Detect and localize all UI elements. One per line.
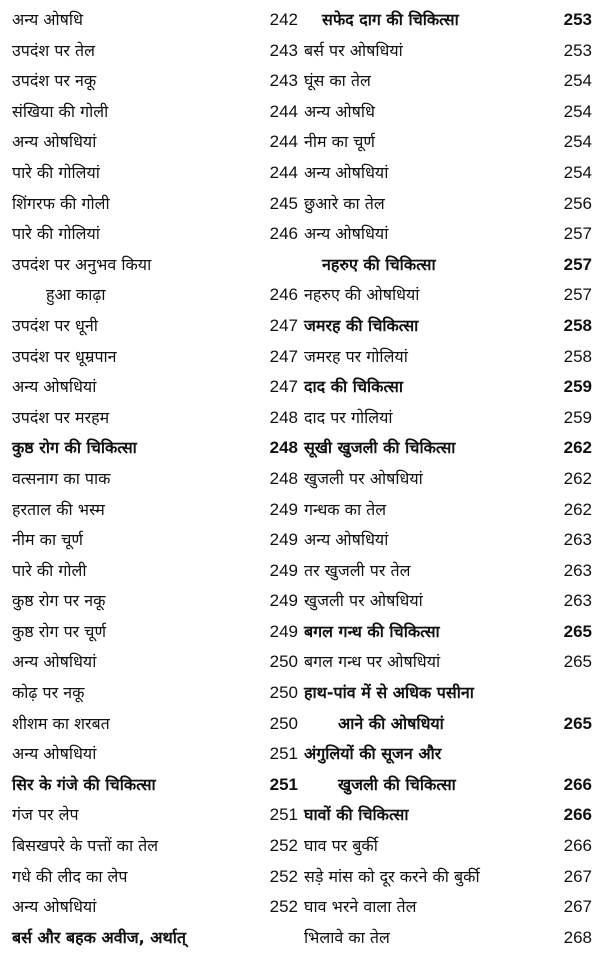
toc-entry [12, 617, 298, 648]
toc-page-number: 249 [269, 591, 298, 611]
toc-entry [12, 800, 298, 831]
toc-section-heading [304, 770, 592, 801]
toc-page-number: 248 [269, 438, 298, 458]
toc-entry-title: जमरह पर गोलियां [304, 346, 408, 366]
toc-entry-title: उपदंश पर धूम्रपान [12, 346, 117, 366]
toc-entry [304, 464, 592, 495]
toc-page-number: 248 [269, 407, 298, 427]
toc-entry-title: बर्स और बहक अवीज, अर्थात् [12, 927, 186, 947]
toc-entry [12, 464, 298, 495]
toc-page-number: 263 [563, 591, 592, 611]
toc-entry [304, 342, 592, 373]
toc-entry-title: खुजली पर ओषधियां [304, 468, 423, 488]
toc-entry-title: उपदंश पर अनुभव किया [12, 254, 152, 274]
toc-entry [304, 66, 592, 97]
toc-page-number: 247 [269, 377, 298, 397]
toc-section-heading [12, 923, 298, 954]
toc-entry-title: उपदंश पर नकू [12, 71, 97, 91]
toc-entry-title: उपदंश पर मरहम [12, 407, 110, 427]
toc-entry-title: नहरुए की चिकित्सा [322, 254, 436, 274]
toc-entry [12, 250, 298, 281]
toc-page-number: 257 [563, 224, 592, 244]
toc-section-heading [304, 311, 592, 342]
toc-entry-title: पारे की गोलियां [12, 224, 100, 244]
toc-entry-title: खुजली पर ओषधियां [304, 591, 423, 611]
toc-page-number: 243 [269, 71, 298, 91]
toc-page-number: 252 [269, 866, 298, 886]
toc-page-number: 259 [563, 407, 592, 427]
toc-entry-title: भिलावे का तेल [304, 927, 390, 947]
toc-page-number: 250 [269, 713, 298, 733]
toc-page-number: 263 [563, 560, 592, 580]
toc-entry-title: तर खुजली पर तेल [304, 560, 411, 580]
toc-entry-title: हरताल की भस्म [12, 499, 105, 519]
toc-entry [12, 158, 298, 189]
toc-section-heading [304, 433, 592, 464]
toc-page-number: 253 [563, 40, 592, 60]
toc-page-number: 267 [563, 866, 592, 886]
toc-entry [12, 495, 298, 526]
toc-entry [304, 127, 592, 158]
toc-page-number: 257 [563, 285, 592, 305]
toc-entry-title: उपदंश पर धूनी [12, 315, 98, 335]
toc-page-number: 254 [563, 132, 592, 152]
toc-entry [12, 831, 298, 862]
toc-page-number: 262 [563, 468, 592, 488]
toc-page-number: 266 [563, 774, 592, 794]
toc-entry-title: घाव भरने वाला तेल [304, 897, 417, 917]
toc-entry-title: कुष्ठ रोग की चिकित्सा [12, 438, 137, 458]
toc-entry-title: अन्य ओषधियां [12, 377, 97, 397]
toc-page-number: 262 [563, 438, 592, 458]
toc-section-heading [304, 5, 592, 36]
toc-section-heading [12, 433, 298, 464]
toc-section-heading [304, 617, 592, 648]
toc-entry-title: हुआ काढ़ा [46, 285, 106, 305]
toc-page-number: 267 [563, 897, 592, 917]
toc-entry-title: गधे की लीद का लेप [12, 866, 128, 886]
toc-entry-title: घावों की चिकित्सा [304, 805, 409, 825]
toc-entry-title: जमरह की चिकित्सा [304, 315, 419, 335]
toc-page-number: 244 [269, 101, 298, 121]
toc-entry [12, 5, 298, 36]
toc-page-number: 252 [269, 836, 298, 856]
toc-entry [304, 923, 592, 954]
toc-entry-title: कुष्ठ रोग पर नकू [12, 591, 106, 611]
toc-entry-title: दाद की चिकित्सा [304, 377, 403, 397]
toc-page-number: 254 [563, 162, 592, 182]
toc-entry-title: सिर के गंजे की चिकित्सा [12, 774, 156, 794]
toc-page-number: 243 [269, 40, 298, 60]
toc-entry-title: अन्य ओषधियां [12, 132, 97, 152]
toc-page-number: 251 [269, 774, 298, 794]
toc-entry [12, 127, 298, 158]
toc-page-number: 262 [563, 499, 592, 519]
toc-left-column [12, 5, 298, 953]
toc-page-number: 263 [563, 530, 592, 550]
toc-entry-title: बर्स पर ओषधियां [304, 40, 403, 60]
toc-section-heading [304, 800, 592, 831]
toc-page-number: 247 [269, 315, 298, 335]
toc-entry [304, 647, 592, 678]
toc-entry [12, 97, 298, 128]
toc-entry [12, 709, 298, 740]
toc-entry-title: शीशम का शरबत [12, 713, 110, 733]
toc-page-number: 266 [563, 805, 592, 825]
toc-section-heading [304, 739, 592, 770]
toc-page-number: 254 [563, 71, 592, 91]
toc-entry-title: उपदंश पर तेल [12, 40, 96, 60]
toc-entry-title: घूंस का तेल [304, 71, 371, 91]
toc-entry [12, 280, 298, 311]
toc-page-number: 249 [269, 621, 298, 641]
toc-entry [12, 372, 298, 403]
toc-entry-title: सफेद दाग की चिकित्सा [322, 10, 459, 29]
toc-section-heading [304, 709, 592, 740]
toc-page-number: 247 [269, 346, 298, 366]
toc-entry [12, 219, 298, 250]
toc-entry [304, 495, 592, 526]
toc-entry [12, 586, 298, 617]
toc-page-number: 245 [269, 193, 298, 213]
toc-entry-title: संखिया की गोली [12, 101, 109, 121]
toc-section-heading [12, 770, 298, 801]
toc-entry-title: छुआरे का तेल [304, 193, 385, 213]
toc-entry [12, 342, 298, 373]
toc-entry [304, 862, 592, 893]
toc-entry [304, 219, 592, 250]
toc-page-number: 253 [563, 10, 592, 29]
toc-entry [12, 647, 298, 678]
toc-entry [12, 311, 298, 342]
toc-entry [12, 189, 298, 220]
toc-entry-title: वत्सनाग का पाक [12, 468, 111, 488]
toc-entry-title: नहरुए की ओषधियां [304, 285, 420, 305]
toc-page-number: 265 [563, 652, 592, 672]
toc-entry-title: कोढ़ पर नकू [12, 683, 85, 703]
toc-entry-title: कुष्ठ रोग पर चूर्ण [12, 621, 107, 641]
toc-entry-title: बिसखपरे के पत्तों का तेल [12, 836, 159, 856]
toc-entry [12, 862, 298, 893]
toc-page-number: 259 [563, 377, 592, 397]
toc-section-heading [304, 372, 592, 403]
toc-page-number: 265 [563, 713, 592, 733]
toc-entry [304, 97, 592, 128]
toc-page-number: 258 [563, 346, 592, 366]
toc-entry-title: सड़े मांस को दूर करने की बुर्की [304, 866, 480, 886]
toc-page-number: 252 [269, 897, 298, 917]
toc-entry [12, 556, 298, 587]
toc-entry-title: घाव पर बुर्की [304, 836, 378, 856]
toc-entry-title: पारे की गोली [12, 560, 87, 580]
toc-page-number: 244 [269, 132, 298, 152]
toc-entry [304, 280, 592, 311]
toc-entry-title: गंज पर लेप [12, 805, 79, 825]
toc-entry [304, 831, 592, 862]
toc-entry [12, 403, 298, 434]
toc-section-heading [304, 678, 592, 709]
toc-entry [304, 586, 592, 617]
toc-entry-title: अन्य ओषधियां [12, 897, 97, 917]
toc-entry [304, 403, 592, 434]
toc-entry-title: हाथ-पांव में से अधिक पसीना [304, 683, 474, 703]
toc-entry-title: अन्य ओषधि [12, 10, 83, 29]
toc-entry-title: सूखी खुजली की चिकित्सा [304, 438, 456, 458]
toc-page-number: 246 [269, 224, 298, 244]
toc-page-number: 246 [269, 285, 298, 305]
toc-entry-title: आने की ओषधियां [338, 713, 444, 733]
toc-entry-title: पारे की गोलियां [12, 162, 100, 182]
toc-page-number: 249 [269, 560, 298, 580]
toc-page-number: 257 [563, 254, 592, 274]
toc-page-number: 244 [269, 162, 298, 182]
toc-entry-title: बगल गन्ध की चिकित्सा [304, 621, 440, 641]
toc-page-number: 265 [563, 621, 592, 641]
toc-entry-title: अन्य ओषधियां [12, 744, 97, 764]
toc-entry [304, 892, 592, 923]
toc-page-number: 242 [269, 10, 298, 29]
toc-entry-title: अन्य ओषधियां [304, 530, 389, 550]
toc-entry-title: अन्य ओषधियां [304, 224, 389, 244]
toc-entry [304, 189, 592, 220]
toc-section-heading [304, 250, 592, 281]
toc-page-number: 250 [269, 652, 298, 672]
toc-entry [12, 66, 298, 97]
toc-page-number: 250 [269, 683, 298, 703]
toc-right-column [304, 5, 592, 953]
toc-entry-title: नीम का चूर्ण [12, 530, 83, 550]
toc-entry [12, 36, 298, 67]
toc-page-number: 258 [563, 315, 592, 335]
toc-entry [12, 739, 298, 770]
toc-entry-title: शिंगरफ की गोली [12, 193, 110, 213]
toc-page-number: 254 [563, 101, 592, 121]
toc-page-number: 249 [269, 499, 298, 519]
toc-page-number: 266 [563, 836, 592, 856]
toc-entry-title: अंगुलियों की सूजन और [304, 744, 442, 764]
toc-page-number: 251 [269, 744, 298, 764]
toc-entry [12, 892, 298, 923]
toc-entry [304, 525, 592, 556]
toc-page-number: 248 [269, 468, 298, 488]
toc-page-number: 251 [269, 805, 298, 825]
toc-entry-title: अन्य ओषधि [304, 101, 375, 121]
toc-page-number: 249 [269, 530, 298, 550]
toc-entry [12, 525, 298, 556]
toc-page-number: 256 [563, 193, 592, 213]
toc-page-number: 268 [563, 927, 592, 947]
toc-entry [304, 158, 592, 189]
toc-entry [12, 678, 298, 709]
toc-entry-title: गन्धक का तेल [304, 499, 387, 519]
toc-entry [304, 556, 592, 587]
toc-entry-title: अन्य ओषधियां [12, 652, 97, 672]
toc-entry-title: खुजली की चिकित्सा [338, 774, 456, 794]
toc-entry-title: दाद पर गोलियां [304, 407, 393, 427]
toc-entry-title: बगल गन्ध पर ओषधियां [304, 652, 441, 672]
toc-entry [304, 36, 592, 67]
toc-entry-title: अन्य ओषधियां [304, 162, 389, 182]
toc-entry-title: नीम का चूर्ण [304, 132, 375, 152]
